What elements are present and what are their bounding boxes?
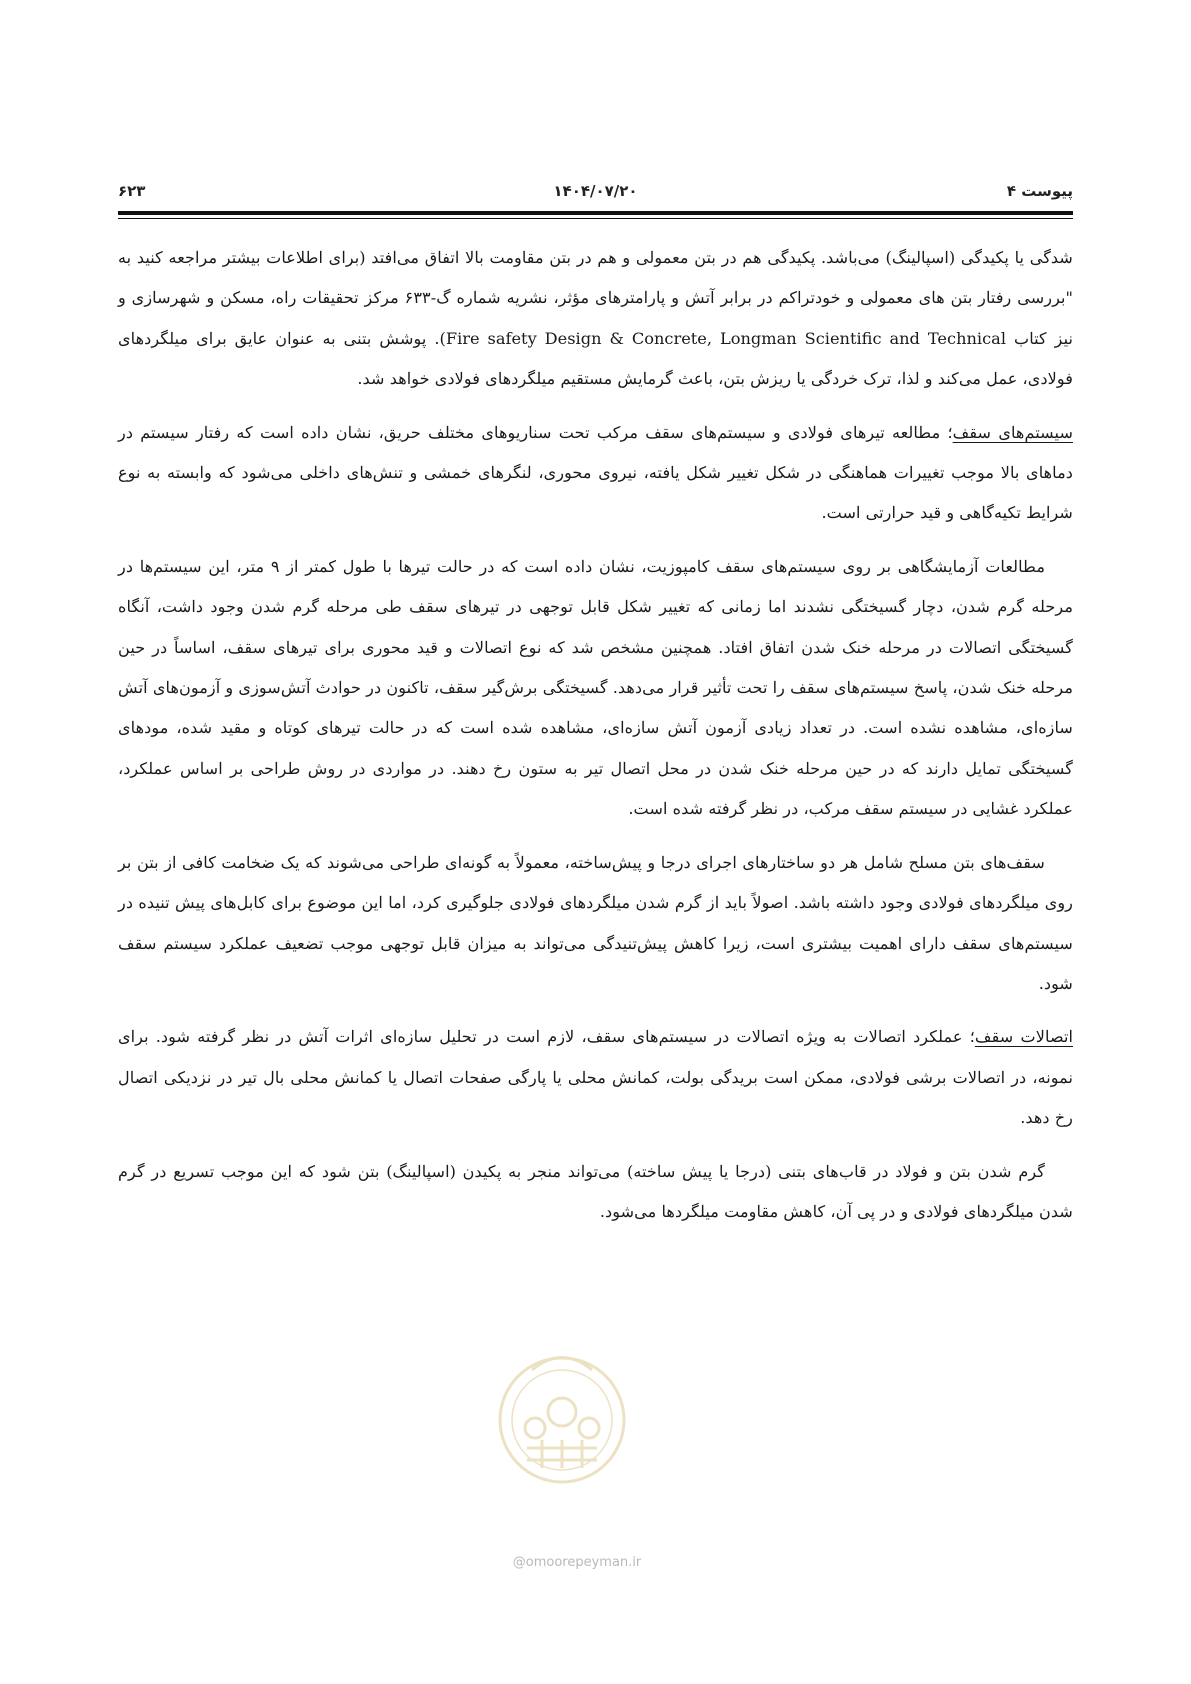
paragraph-5-text: ؛ عملکرد اتصالات به ویژه اتصالات در سیستم‌های سقف، لازم است در تحلیل سازه‌ای اثرات آتش در نظر گرفته شود. برای نمونه، در اتصالات برشی فولادی، ممکن است بریدگی بولت، کمانش محلی یا پارگی صفحات اتصال یا کمانش محلی بال تیر در نزدیکی اتصال رخ دهد. — [118, 1027, 1073, 1128]
header-rule-thick — [118, 211, 1073, 215]
paragraph-4: سقف‌های بتن مسلح شامل هر دو ساختارهای اجرای درجا و پیش‌ساخته، معمولاً به گونه‌ای طراحی می‌شوند که یک ضخامت کافی از بتن بر روی میلگردهای فولادی وجود داشته باشد. اصولاً باید از گرم شدن میلگردهای فولادی جلوگیری کرد، اما این موضوع برای کابل‌های پیش تنیده در سیستم‌های سقف دارای اهمیت بیشتری است، زیرا کاهش پیش‌تنیدگی می‌تواند به میزان قابل توجهی موجب تضعیف عملکرد سیستم سقف شود. — [118, 852, 1073, 993]
paragraph-5-heading: اتصالات سقف — [974, 1027, 1073, 1047]
paragraph-1 — [118, 238, 1073, 400]
paragraph-2-heading: سیستم‌های سقف — [952, 422, 1074, 442]
watermark-logo — [487, 1340, 637, 1505]
watermark-gear-left — [525, 1418, 545, 1438]
watermark-gear — [548, 1398, 576, 1426]
watermark-gear-right — [579, 1418, 599, 1438]
header-section: پیوست ۴ — [1006, 182, 1073, 200]
paragraph-1-text-a: شدگی یا پکیدگی (اسپالینگ) می‌باشد. پکیدگی هم در بتن معمولی و هم در بتن مقاومت بالا اتفاق می‌افتد (برای اطلاعات بیشتر مراجعه کنید به "بررسی رفتار بتن های معمولی و خودتراکم در برابر آتش و پارامترهای مؤثر، نشریه شماره گ-۶۳۳ مرکز تحقیقات راه، مسکن و شهرسازی و نیز کتاب — [118, 248, 1074, 348]
header-date: ۱۴۰۴/۰۷/۲۰ — [553, 182, 638, 200]
header-rule-thin — [118, 218, 1073, 219]
paragraph-1-text-b: ). پوشش بتنی به عنوان عایق برای میلگردهای فولادی، عمل می‌کند و لذا، ترک خردگی یا ریزش بتن، باعث گرمایش مستقیم میلگردهای فولادی خواهد شد. — [118, 328, 1073, 389]
paragraph-6: گرم شدن بتن و فولاد در قاب‌های بتنی (درجا یا پیش ساخته) می‌تواند منجر به پکیدن (اسپالینگ) بتن شود که این موجب تسریع در گرم شدن میلگردهای فولادی و در پی آن، کاهش مقاومت میلگردها می‌شود. — [118, 1161, 1073, 1221]
page-header — [118, 178, 1073, 208]
paragraph-3: مطالعات آزمایشگاهی بر روی سیستم‌های سقف کامپوزیت، نشان داده است که در حالت تیرها با طول کمتر از ۹ متر، این سیستم‌ها در مرحله گرم شدن، دچار گسیختگی نشدند اما زمانی که تغییر شکل قابل توجهی در تیرهای سقف طی مرحله گرم شدن وجود داشت، آنگاه گسیختگی اتصالات در مرحله خنک شدن اتفاق افتاد. همچنین مشخص شد که نوع اتصالات و قید محوری برای تیرهای سقف، اساساً در حین مرحله خنک شدن، پاسخ سیستم‌های سقف را تحت تأثیر قرار می‌دهد. گسیختگی برش‌گیر سقف، تاکنون در حوادث آتش‌سوزی و آزمون‌های آتش سازه‌ای، مشاهده نشده است. در تعداد زیادی آزمون آتش سازه‌ای، مشاهده شده است که در حالت تیرهای کوتاه و مقید شده، مودهای گسیختگی تمایل دارند که در حین مرحله خنک شدن در محل اتصال تیر به ستون رخ دهند. در مواردی در روش طراحی بر اساس عملکرد، عملکرد غشایی در سیستم سقف مرکب، در نظر گرفته شده است. — [118, 556, 1073, 819]
watermark-text: @omoorepeyman.ir — [512, 1555, 642, 1570]
paragraph-5 — [118, 1017, 1073, 1138]
header-page-number: ۶۲۳ — [118, 182, 146, 200]
paragraph-2-text: ؛ مطالعه تیرهای فولادی و سیستم‌های سقف مرکب تحت سناریوهای مختلف حریق، نشان داده است که رفتار سیستم در دماهای بالا موجب تغییرات هماهنگی در شکل تغییر شکل یافته، نیروی محوری، لنگرهای خمشی و تنش‌های داخلی می‌شود که وابسته به نوع شرایط تکیه‌گاهی و قید حرارتی است. — [118, 422, 1073, 523]
body-text — [118, 238, 1073, 1245]
book-title: Fire safety Design & Concrete, Longman Scientific and Technical — [445, 328, 1006, 348]
paragraph-2 — [118, 413, 1073, 534]
